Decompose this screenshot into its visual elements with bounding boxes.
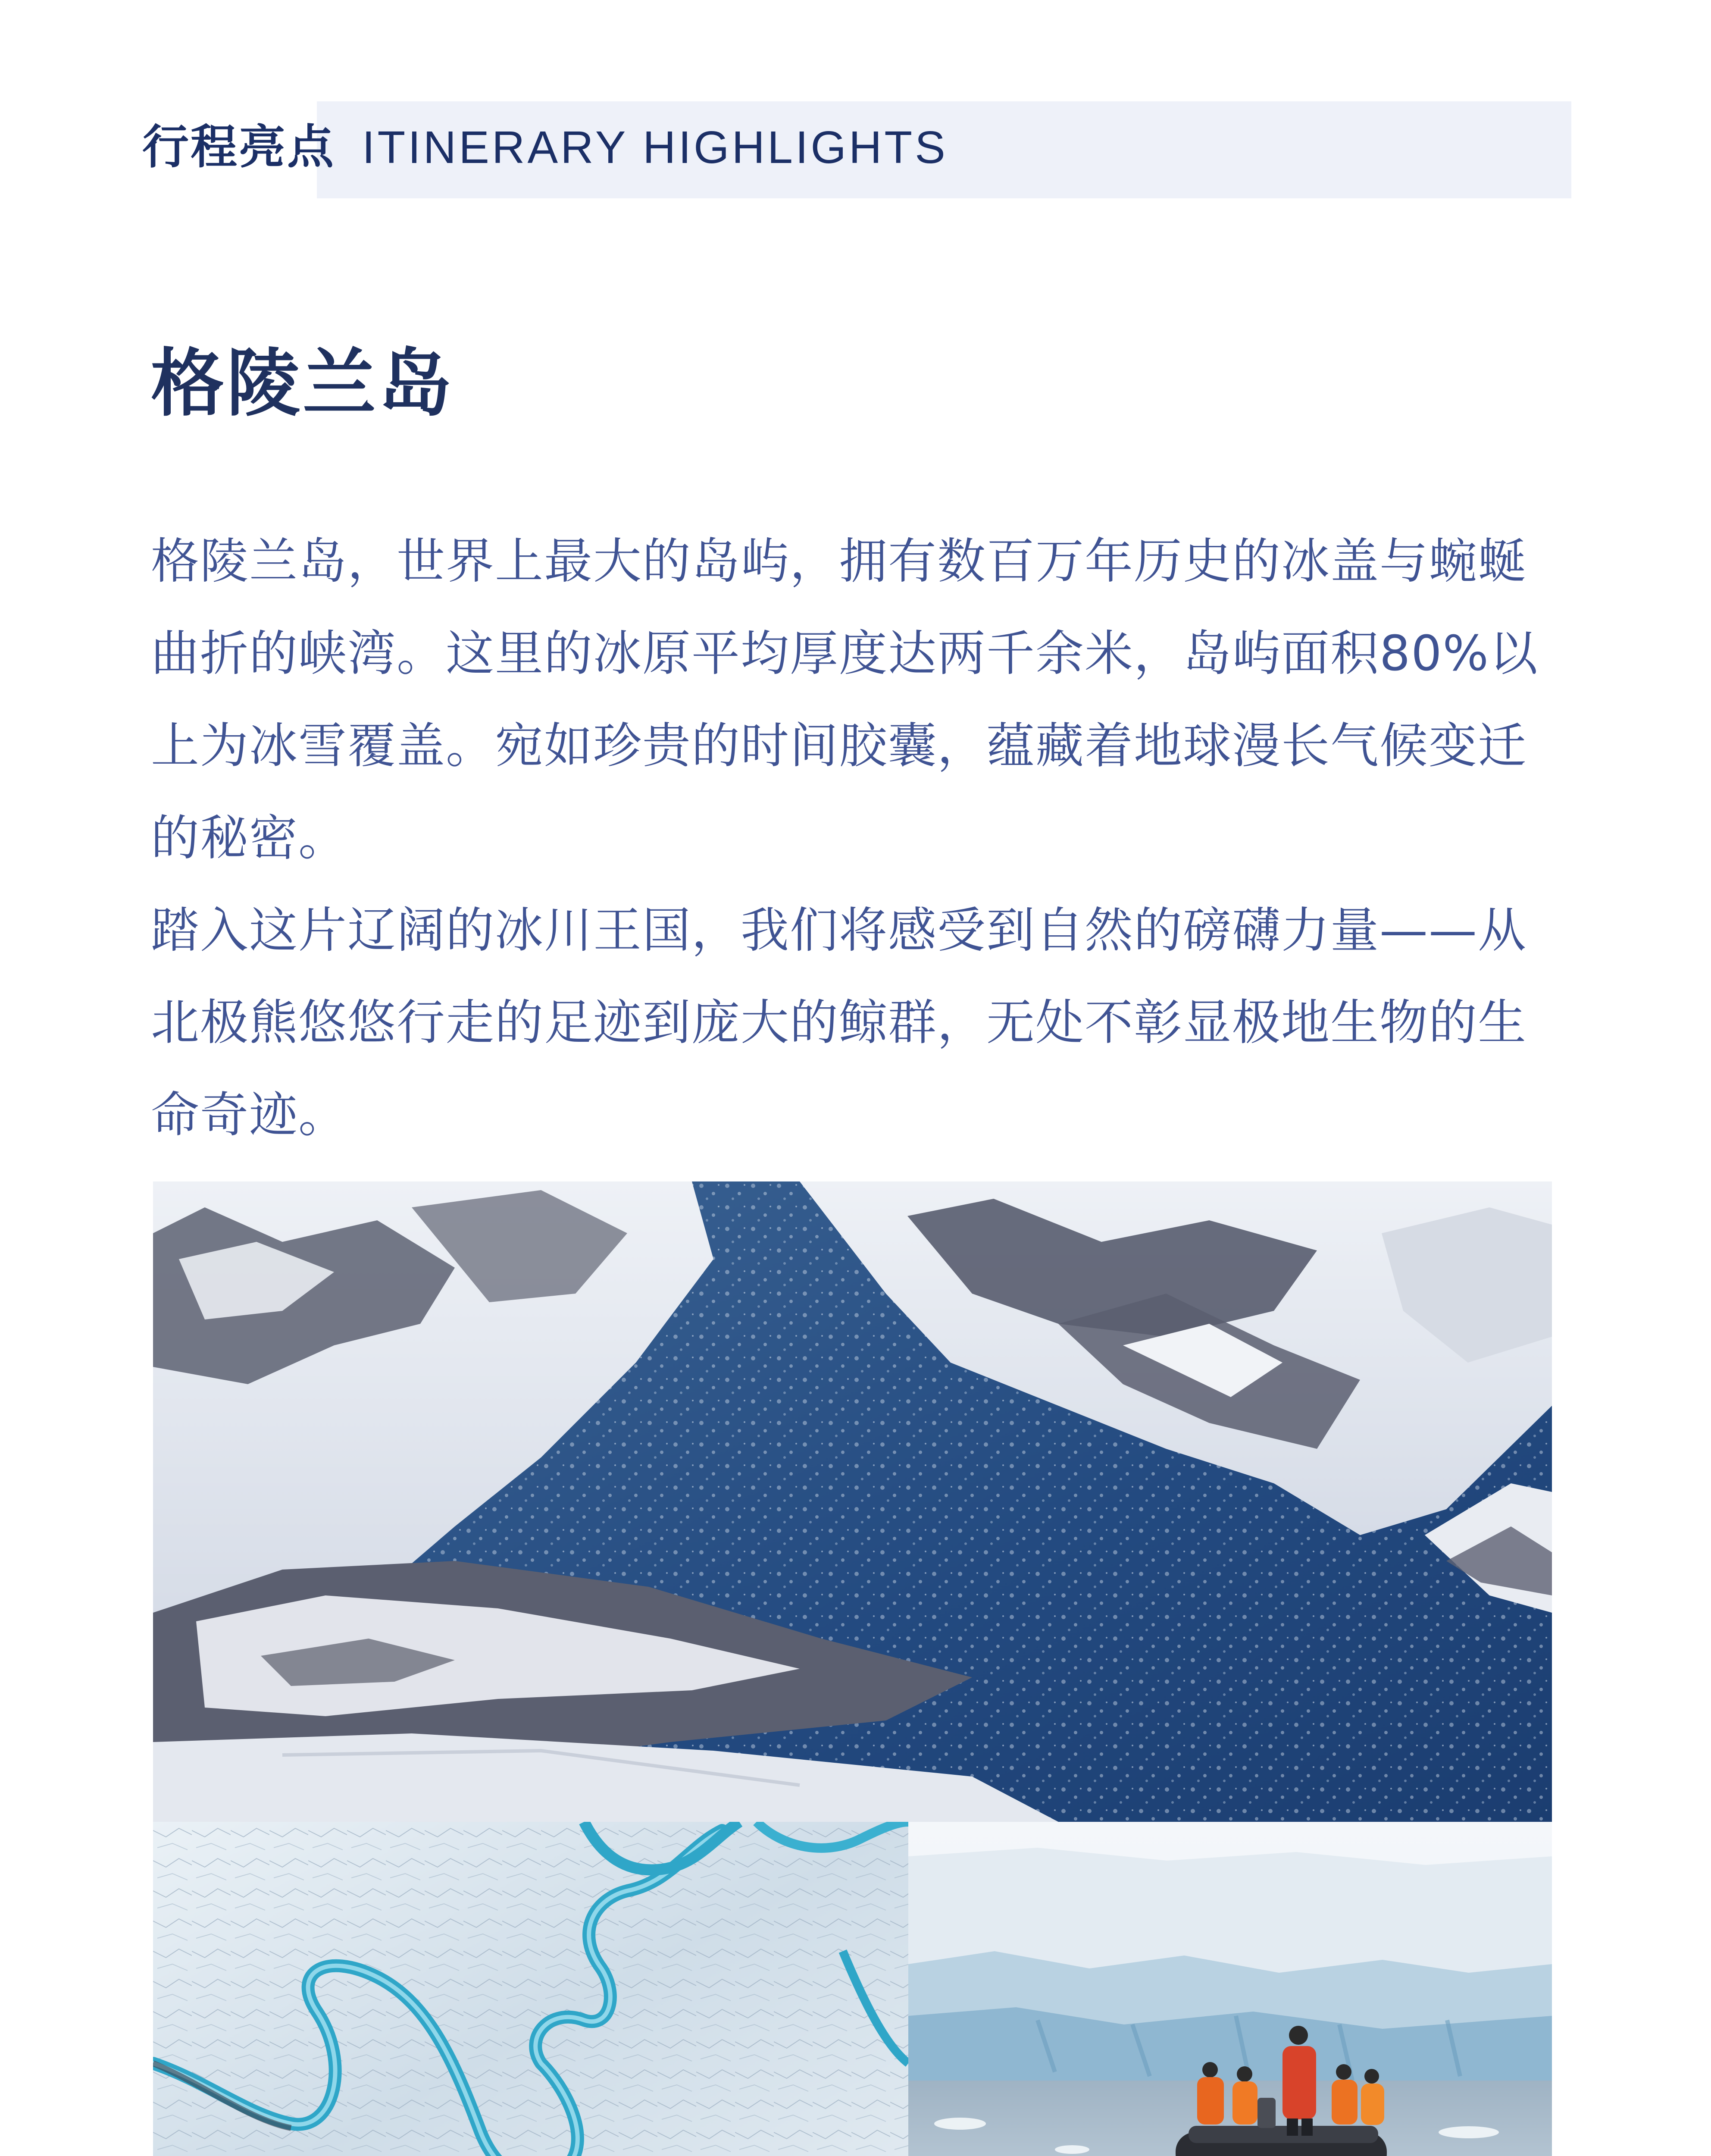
glacier-river-photo	[153, 1822, 908, 2156]
intro-paragraph: 踏入这片辽阔的冰川王国，我们将感受到自然的磅礴力量——从北极熊悠悠行走的足迹到庞大的鲸群，无处不彰显极地生物的生命奇迹。	[151, 903, 1527, 1143]
section-label-cn: 行程亮点	[142, 120, 336, 174]
intro-paragraph: 格陵兰岛，世界上最大的岛屿，拥有数百万年历史的冰盖与蜿蜒曲折的峡湾。这里的冰原平均厚度达两千余米，岛屿面积80%以上为冰雪覆盖。宛如珍贵的时间胶囊，蕴藏着地球漫长气候变迁的秘密。	[151, 533, 1539, 866]
zodiac-expedition-photo	[908, 1822, 1552, 2156]
intro-text	[151, 515, 1561, 1161]
fjord-aerial-photo	[153, 1181, 1552, 1822]
page-title: 格陵兰岛	[151, 341, 455, 426]
section-label-en: ITINERARY HIGHLIGHTS	[362, 122, 948, 173]
